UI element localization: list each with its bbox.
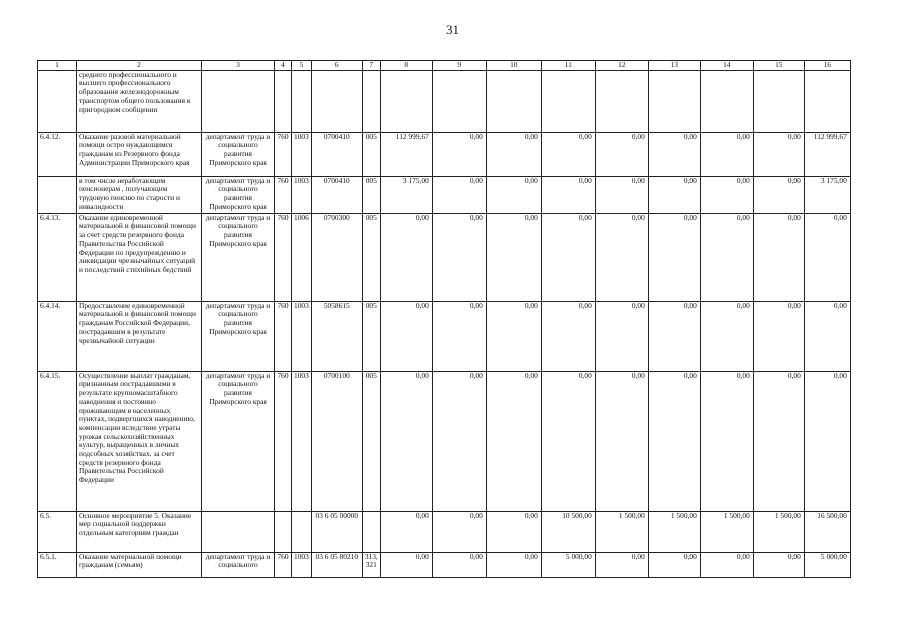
column-number: 13 <box>648 61 700 71</box>
target-article-code: 03 6 05 00000 <box>311 511 362 552</box>
amount-col-8: 112 999,67 <box>380 132 432 176</box>
amount-col-10: 0,00 <box>486 213 541 301</box>
responsible-executor <box>202 511 275 552</box>
column-number: 7 <box>362 61 380 71</box>
amount-col-13 <box>648 70 700 132</box>
amount-total: 0,00 <box>804 301 850 371</box>
section-code <box>292 70 312 132</box>
section-code: 1003 <box>292 301 312 371</box>
amount-col-10: 0,00 <box>486 176 541 213</box>
amount-col-13: 0,00 <box>648 371 700 511</box>
table-row <box>38 552 851 577</box>
amount-col-13: 1 500,00 <box>648 511 700 552</box>
amount-col-12: 0,00 <box>595 176 648 213</box>
column-number: 8 <box>380 61 432 71</box>
target-article-code: 0700410 <box>311 132 362 176</box>
grbs-code <box>275 70 292 132</box>
amount-col-12 <box>595 70 648 132</box>
grbs-code: 760 <box>275 301 292 371</box>
amount-col-10: 0,00 <box>486 301 541 371</box>
amount-col-9: 0,00 <box>432 301 486 371</box>
item-number: 6.4.14. <box>38 301 77 371</box>
grbs-code: 760 <box>275 371 292 511</box>
amount-col-9: 0,00 <box>432 371 486 511</box>
column-number: 11 <box>541 61 595 71</box>
expense-type-code <box>362 511 380 552</box>
responsible-executor <box>202 70 275 132</box>
responsible-executor: департамент труда и социального развития Приморского края <box>202 176 275 213</box>
amount-col-12: 0,00 <box>595 132 648 176</box>
amount-col-8: 0,00 <box>380 213 432 301</box>
target-article-code: 0700100 <box>311 371 362 511</box>
column-number: 4 <box>275 61 292 71</box>
amount-total: 0,00 <box>804 213 850 301</box>
expense-type-code: 005 <box>362 371 380 511</box>
amount-col-15: 0,00 <box>753 301 804 371</box>
amount-total <box>804 70 850 132</box>
grbs-code: 760 <box>275 132 292 176</box>
column-number: 15 <box>753 61 804 71</box>
column-number: 14 <box>700 61 753 71</box>
target-article-code: 0700300 <box>311 213 362 301</box>
amount-total: 112 999,67 <box>804 132 850 176</box>
amount-col-12: 1 500,00 <box>595 511 648 552</box>
amount-col-15: 0,00 <box>753 552 804 577</box>
grbs-code: 760 <box>275 213 292 301</box>
item-number: 6.4.15. <box>38 371 77 511</box>
amount-col-11: 0,00 <box>541 176 595 213</box>
amount-col-14: 0,00 <box>700 301 753 371</box>
amount-col-14: 0,00 <box>700 176 753 213</box>
table-row <box>38 371 851 511</box>
amount-total: 3 175,00 <box>804 176 850 213</box>
expense-type-code <box>362 70 380 132</box>
amount-col-14: 0,00 <box>700 371 753 511</box>
amount-col-11: 5 000,00 <box>541 552 595 577</box>
responsible-executor: департамент труда и социального развития Приморского края <box>202 132 275 176</box>
amount-col-9: 0,00 <box>432 132 486 176</box>
column-number: 3 <box>202 61 275 71</box>
measure-name: Осуществление выплат гражданам, признанным пострадавшими в результате крупномасштабного наводнения и постоянно проживающим в населенных пунктах, подвергшихся наводнению, компенсации вследствие утраты урожая сельскохозяйственных культур, выращенных в личных подсобных хозяйствах, за счет средств резервного фонда Правительства Российской Федерации <box>77 371 202 511</box>
amount-total: 16 500,00 <box>804 511 850 552</box>
amount-col-13: 0,00 <box>648 132 700 176</box>
amount-col-11: 10 500,00 <box>541 511 595 552</box>
amount-col-14 <box>700 70 753 132</box>
amount-col-11: 0,00 <box>541 371 595 511</box>
target-article-code: 03 6 05 80210 <box>311 552 362 577</box>
amount-col-12: 0,00 <box>595 301 648 371</box>
amount-col-10: 0,00 <box>486 552 541 577</box>
amount-col-9: 0,00 <box>432 511 486 552</box>
measure-name: в том числе неработающим пенсионерам , получающим трудовую пенсию по старости и инвалидности <box>77 176 202 213</box>
amount-col-13: 0,00 <box>648 176 700 213</box>
column-number: 6 <box>311 61 362 71</box>
responsible-executor: департамент труда и социального <box>202 552 275 577</box>
section-code <box>292 511 312 552</box>
amount-total: 0,00 <box>804 371 850 511</box>
table-row <box>38 511 851 552</box>
amount-col-15 <box>753 70 804 132</box>
column-number-header-row <box>38 61 851 71</box>
grbs-code: 760 <box>275 552 292 577</box>
amount-col-13: 0,00 <box>648 213 700 301</box>
amount-col-8: 0,00 <box>380 552 432 577</box>
column-number: 10 <box>486 61 541 71</box>
table-row <box>38 70 851 132</box>
amount-col-12: 0,00 <box>595 213 648 301</box>
expense-type-code: 313, 321 <box>362 552 380 577</box>
measure-name: Предоставление единовременной материальной и финансовой помощи гражданам Российской Федерации, пострадавшим в результате чрезвычайной ситуации <box>77 301 202 371</box>
amount-col-11: 0,00 <box>541 132 595 176</box>
table-row <box>38 213 851 301</box>
target-article-code: 5058615 <box>311 301 362 371</box>
amount-col-14: 1 500,00 <box>700 511 753 552</box>
amount-col-15: 1 500,00 <box>753 511 804 552</box>
column-number: 16 <box>804 61 850 71</box>
section-code: 1003 <box>292 552 312 577</box>
item-number <box>38 176 77 213</box>
amount-col-8: 0,00 <box>380 301 432 371</box>
amount-col-9: 0,00 <box>432 552 486 577</box>
amount-col-8: 0,00 <box>380 371 432 511</box>
amount-col-15: 0,00 <box>753 213 804 301</box>
amount-col-8: 3 175,00 <box>380 176 432 213</box>
amount-col-15: 0,00 <box>753 176 804 213</box>
column-number: 1 <box>38 61 77 71</box>
grbs-code: 760 <box>275 176 292 213</box>
page-number: 31 <box>446 22 459 37</box>
amount-col-15: 0,00 <box>753 371 804 511</box>
amount-col-12: 0,00 <box>595 371 648 511</box>
expense-type-code: 005 <box>362 176 380 213</box>
amount-col-10: 0,00 <box>486 371 541 511</box>
table-row <box>38 301 851 371</box>
amount-col-14: 0,00 <box>700 132 753 176</box>
amount-col-13: 0,00 <box>648 552 700 577</box>
target-article-code: 0700410 <box>311 176 362 213</box>
section-code: 1003 <box>292 176 312 213</box>
amount-col-9 <box>432 70 486 132</box>
measure-name: Оказание материальной помощи гражданам (семьям) <box>77 552 202 577</box>
amount-col-8: 0,00 <box>380 511 432 552</box>
column-number: 9 <box>432 61 486 71</box>
responsible-executor: департамент труда и социального развития Приморского края <box>202 213 275 301</box>
amount-col-9: 0,00 <box>432 213 486 301</box>
item-number <box>38 70 77 132</box>
column-number: 2 <box>77 61 202 71</box>
measure-name: среднего профессионального и высшего профессионального образования железнодорожным транспортом общего пользования в пригородном сообщении <box>77 70 202 132</box>
section-code: 1003 <box>292 371 312 511</box>
amount-col-11: 0,00 <box>541 301 595 371</box>
amount-col-10: 0,00 <box>486 132 541 176</box>
amount-total: 5 000,00 <box>804 552 850 577</box>
responsible-executor: департамент труда и социального развития Приморского края <box>202 301 275 371</box>
table-row <box>38 176 851 213</box>
measure-name: Оказание разовой материальной помощи остро нуждающимся гражданам из Резервного фонда Администрации Приморского края <box>77 132 202 176</box>
table-row <box>38 132 851 176</box>
section-code: 1006 <box>292 213 312 301</box>
expense-type-code: 005 <box>362 301 380 371</box>
measure-name: Основное мероприятие 5. Оказание мер социальной поддержки отдельным категориям граждан <box>77 511 202 552</box>
amount-col-11 <box>541 70 595 132</box>
section-code: 1003 <box>292 132 312 176</box>
amount-col-9: 0,00 <box>432 176 486 213</box>
item-number: 6.4.13. <box>38 213 77 301</box>
budget-table <box>37 60 851 578</box>
amount-col-8 <box>380 70 432 132</box>
column-number: 5 <box>292 61 312 71</box>
expense-type-code: 005 <box>362 132 380 176</box>
item-number: 6.4.12. <box>38 132 77 176</box>
expense-type-code: 005 <box>362 213 380 301</box>
item-number: 6.5.1. <box>38 552 77 577</box>
target-article-code <box>311 70 362 132</box>
amount-col-14: 0,00 <box>700 213 753 301</box>
amount-col-11: 0,00 <box>541 213 595 301</box>
column-number: 12 <box>595 61 648 71</box>
amount-col-10: 0,00 <box>486 511 541 552</box>
item-number: 6.5. <box>38 511 77 552</box>
responsible-executor: департамент труда и социального развития Приморского края <box>202 371 275 511</box>
amount-col-10 <box>486 70 541 132</box>
amount-col-14: 0,00 <box>700 552 753 577</box>
grbs-code <box>275 511 292 552</box>
amount-col-12: 0,00 <box>595 552 648 577</box>
measure-name: Оказание единовременной материальной и финансовой помощи за счет средств резервного фонда Правительства Российской Федерации по предупреждению и ликвидации чрезвычайных ситуаций и последствий стихийных бедствий <box>77 213 202 301</box>
amount-col-15: 0,00 <box>753 132 804 176</box>
amount-col-13: 0,00 <box>648 301 700 371</box>
